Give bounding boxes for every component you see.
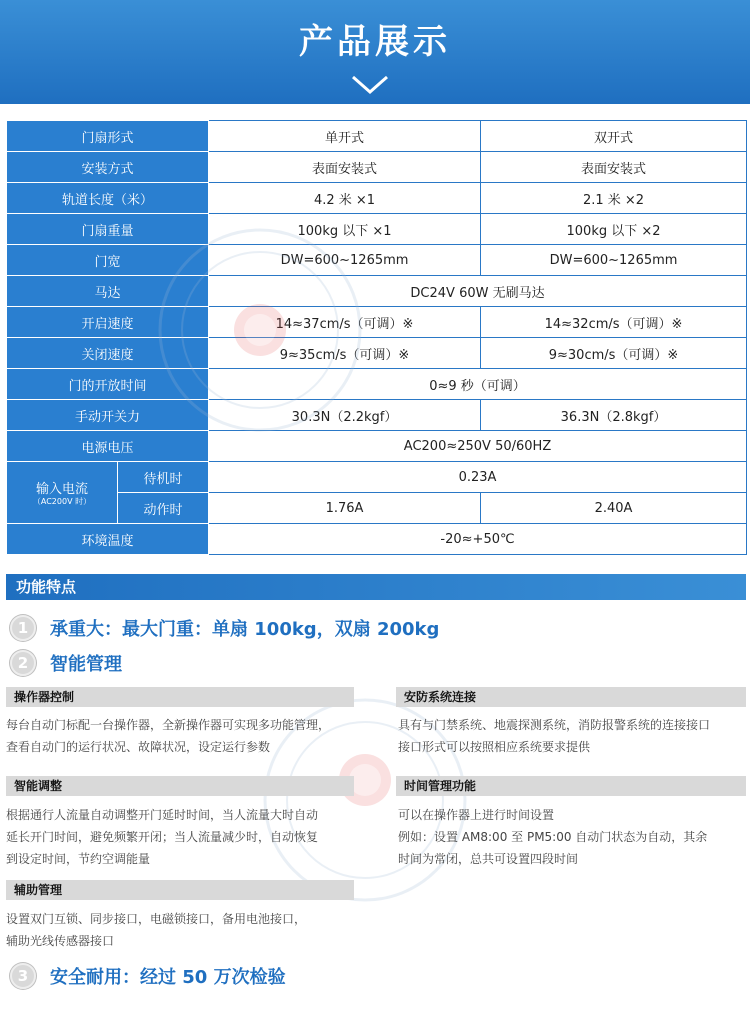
table-row — [7, 152, 747, 183]
table-row — [7, 214, 747, 245]
feature-title: 智能调整 — [6, 776, 354, 796]
feature-desc — [6, 804, 366, 870]
desc-line: 可以在操作器上进行时间设置 — [398, 808, 555, 822]
table-row — [7, 276, 747, 307]
cell-double: 双开式 — [481, 121, 747, 152]
desc-line: 根据通行人流量自动调整开门延时时间，当人流量大时自动 — [6, 808, 319, 822]
desc-line: 接口形式可以按照相应系统要求提供 — [398, 740, 591, 754]
cell-single: DW=600~1265mm — [209, 245, 481, 276]
feature-heading — [10, 613, 439, 643]
table-row — [7, 338, 747, 369]
cell-double: 36.3N（2.8kgf） — [481, 400, 747, 431]
spec-table — [6, 120, 747, 555]
desc-line: 查看自动门的运行状况、故障状况，设定运行参数 — [6, 740, 271, 754]
active-label: 动作时 — [118, 493, 209, 524]
cell-merged: 0.23A — [209, 462, 747, 493]
cell-single: 9≈35cm/s（可调）※ — [209, 338, 481, 369]
desc-line: 时间为常闭，总共可设置四段时间 — [398, 852, 579, 866]
row-label: 门宽 — [7, 245, 209, 276]
current-label: 输入电流 — [35, 482, 88, 497]
number-badge: 1 — [10, 615, 36, 641]
cell-double: 100kg 以下 ×2 — [481, 214, 747, 245]
cell-single: 14≈37cm/s（可调）※ — [209, 307, 481, 338]
cell-single: 100kg 以下 ×1 — [209, 214, 481, 245]
cell-single: 4.2 米 ×1 — [209, 183, 481, 214]
feature-title: 安防系统连接 — [396, 687, 746, 707]
row-label: 门扇重量 — [7, 214, 209, 245]
standby-label: 待机时 — [118, 462, 209, 493]
row-label: 安装方式 — [7, 152, 209, 183]
page-banner — [0, 0, 750, 104]
table-row — [7, 431, 747, 462]
row-label: 手动开关力 — [7, 400, 209, 431]
row-label: 关闭速度 — [7, 338, 209, 369]
cell-double: 14≈32cm/s（可调）※ — [481, 307, 747, 338]
table-row — [7, 524, 747, 555]
row-label: 轨道长度（米） — [7, 183, 209, 214]
feature-desc — [6, 714, 366, 758]
cell-merged: AC200≈250V 50/60HZ — [209, 431, 747, 462]
table-row — [7, 121, 747, 152]
feature-heading-text: 智能管理 — [50, 654, 122, 675]
feature-heading-text: 安全耐用：经过 50 万次检验 — [50, 967, 286, 988]
cell-single: 1.76A — [209, 493, 481, 524]
row-label: 开启速度 — [7, 307, 209, 338]
feature-desc — [6, 908, 366, 952]
cell-merged: 0≈9 秒（可调） — [209, 369, 747, 400]
current-label-cell — [7, 462, 118, 524]
row-label: 门的开放时间 — [7, 369, 209, 400]
table-row — [7, 462, 747, 493]
table-row — [7, 400, 747, 431]
cell-single: 单开式 — [209, 121, 481, 152]
section-title: 功能特点 — [6, 574, 746, 600]
desc-line: 辅助光线传感器接口 — [6, 934, 115, 948]
desc-line: 到设定时间，节约空调能量 — [6, 852, 151, 866]
cell-single: 表面安装式 — [209, 152, 481, 183]
table-row — [7, 183, 747, 214]
feature-heading-text: 承重大：最大门重：单扇 100kg，双扇 200kg — [50, 619, 440, 640]
feature-heading — [10, 961, 286, 991]
current-note: （AC200V 时） — [32, 497, 92, 506]
feature-title: 辅助管理 — [6, 880, 354, 900]
desc-line: 每台自动门标配一台操作器，全新操作器可实现多功能管理， — [6, 718, 331, 732]
table-row — [7, 245, 747, 276]
cell-double: 表面安装式 — [481, 152, 747, 183]
desc-line: 设置双门互锁、同步接口，电磁锁接口，备用电池接口， — [6, 912, 307, 926]
cell-merged: -20≈+50℃ — [209, 524, 747, 555]
feature-desc — [398, 714, 748, 758]
feature-title: 操作器控制 — [6, 687, 354, 707]
table-row — [7, 493, 747, 524]
cell-double: DW=600~1265mm — [481, 245, 747, 276]
row-label: 电源电压 — [7, 431, 209, 462]
cell-merged: DC24V 60W 无刷马达 — [209, 276, 747, 307]
number-badge: 3 — [10, 963, 36, 989]
feature-heading — [10, 648, 122, 678]
page-title: 产品展示 — [299, 22, 451, 62]
row-label: 环境温度 — [7, 524, 209, 555]
chevron-down-icon — [351, 74, 389, 96]
table-row — [7, 307, 747, 338]
desc-line: 具有与门禁系统、地震探测系统，消防报警系统的连接接口 — [398, 718, 711, 732]
row-label: 马达 — [7, 276, 209, 307]
table-row — [7, 369, 747, 400]
cell-double: 9≈30cm/s（可调）※ — [481, 338, 747, 369]
cell-double: 2.1 米 ×2 — [481, 183, 747, 214]
feature-title: 时间管理功能 — [396, 776, 746, 796]
cell-double: 2.40A — [481, 493, 747, 524]
cell-single: 30.3N（2.2kgf） — [209, 400, 481, 431]
desc-line: 例如：设置 AM8:00 至 PM5:00 自动门状态为自动，其余 — [398, 830, 708, 844]
number-badge: 2 — [10, 650, 36, 676]
desc-line: 延长开门时间，避免频繁开闭；当人流量减少时，自动恢复 — [6, 830, 319, 844]
feature-desc — [398, 804, 748, 870]
row-label: 门扇形式 — [7, 121, 209, 152]
